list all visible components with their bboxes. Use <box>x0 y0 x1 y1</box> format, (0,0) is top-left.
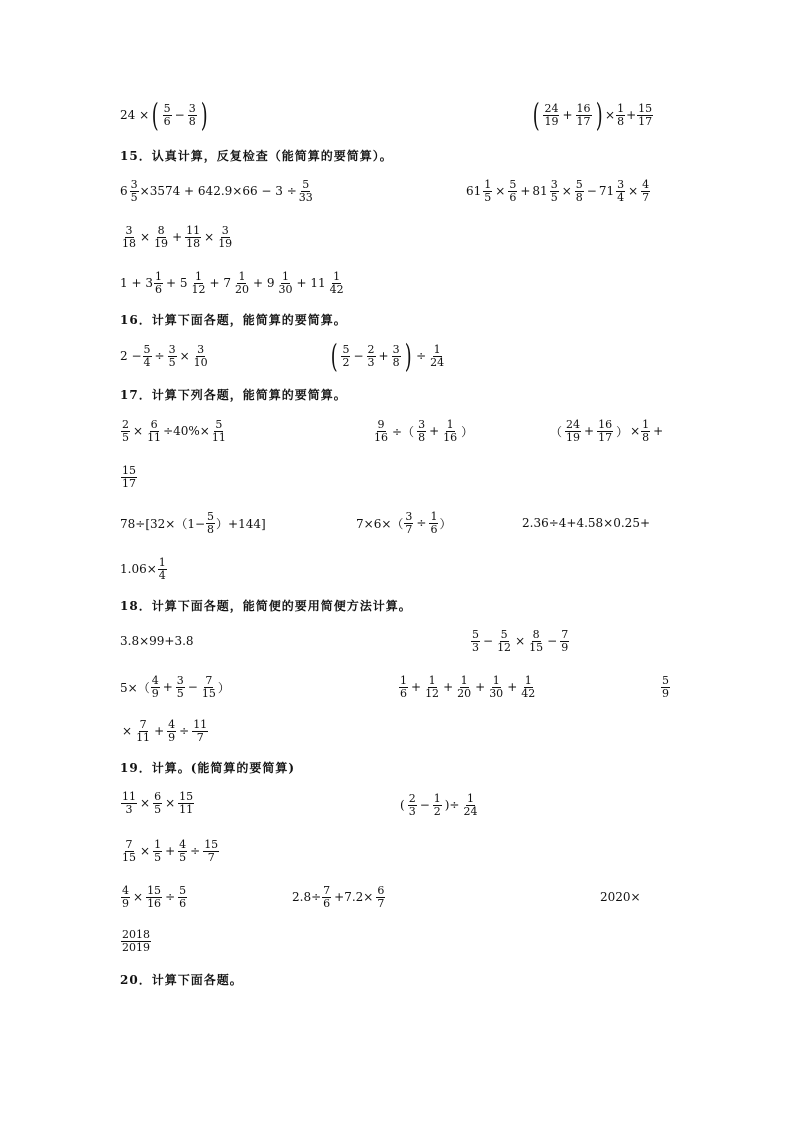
expr-16a: 2 − $\frac{5}{4}$ ÷ $\frac{3}{5}$ × $\frac{3}{10}$ <box>120 342 208 369</box>
expr-17f: 2.36÷4+4.58×0.25+ <box>522 516 651 530</box>
question-18-heading: 18．计算下面各题，能简便的要用简便方法计算。 <box>120 598 412 613</box>
question-16-heading: 16．计算下面各题，能简算的要简算。 <box>120 312 347 327</box>
question-17-heading: 17．计算下列各题，能简算的要简算。 <box>120 387 347 402</box>
expr-15b: 61 $\frac{1}{5}$ × $\frac{5}{6}$ + 81 $\frac{3}{5}$ × $\frac{5}{8}$ − 71 $\frac{3}{4}$ × $\frac{4}{7}$ <box>466 177 650 204</box>
expr-15c: $\frac{3}{18}$ × $\frac{8}{19}$ + $\frac{11}{18}$ × $\frac{3}{19}$ <box>122 223 233 250</box>
question-15-heading: 15．认真计算，反复检查（能简算的要简算）。 <box>120 148 393 163</box>
expr-18c: 5×（ $\frac{4}{9}$ + $\frac{3}{5}$ − $\frac{7}{15}$ ） <box>120 673 230 700</box>
expr-14b: ( $\frac{24}{19}$ + $\frac{16}{17}$ ) × $\frac{1}{8}$ + $\frac{15}{17}$ <box>532 96 653 134</box>
expr-18a: 3.8×99+3.8 <box>120 634 194 648</box>
expr-19a: $\frac{11}{3}$ × $\frac{6}{5}$ × $\frac{15}{11}$ <box>122 789 194 816</box>
expr-14a: 24 × ( $\frac{5}{6}$ − $\frac{3}{8}$ ) <box>120 96 208 134</box>
expr-15d: 1 + 3 $\frac{1}{6}$ + 5 $\frac{1}{12}$ + 7 $\frac{1}{20}$ + 9 $\frac{1}{30}$ + 11 $\frac{1}{42}$ <box>120 269 344 296</box>
expr-18d: $\frac{1}{6}$ + $\frac{1}{12}$ + $\frac{1}{20}$ + $\frac{1}{30}$ + $\frac{1}{42}$ <box>400 673 536 700</box>
expr-19d: $\frac{4}{9}$ × $\frac{15}{16}$ ÷ $\frac{5}{6}$ <box>122 883 187 910</box>
expr-18e-continued: × $\frac{7}{11}$ + $\frac{4}{9}$ ÷ $\frac{11}{7}$ <box>122 717 208 744</box>
expr-19c: $\frac{7}{15}$ × $\frac{1}{5}$ + $\frac{4}{5}$ ÷ $\frac{15}{7}$ <box>122 837 219 864</box>
expr-17b: $\frac{9}{16}$ ÷（ $\frac{3}{8}$ + $\frac{1}{16}$ ） <box>374 417 474 444</box>
expr-19f: 2020× <box>600 890 641 904</box>
expr-19b: ( $\frac{2}{3}$ − $\frac{1}{2}$ )÷ $\frac{1}{24}$ <box>400 791 478 818</box>
expr-18e: $\frac{5}{9}$ <box>662 673 669 700</box>
question-20-heading: 20．计算下面各题。 <box>120 972 243 987</box>
expr-17c-continued: $\frac{15}{17}$ <box>122 463 136 490</box>
expr-19f-continued: $\frac{2018}{2019}$ <box>122 927 150 954</box>
expr-18b: $\frac{5}{3}$ − $\frac{5}{12}$ × $\frac{8}{15}$ − $\frac{7}{9}$ <box>472 627 569 654</box>
expr-15a: 6 $\frac{3}{5}$ ×3574 + 642.9×66 − 3 ÷ $\frac{5}{33}$ <box>120 177 313 204</box>
expr-19e: 2.8÷ $\frac{7}{6}$ +7.2× $\frac{6}{7}$ <box>292 883 385 910</box>
question-19-heading: 19．计算。(能简算的要简算) <box>120 760 296 775</box>
expr-16b: ( $\frac{5}{2}$ − $\frac{2}{3}$ + $\frac{3}{8}$ ) ÷ $\frac{1}{24}$ <box>330 337 445 375</box>
expr-17c: （ $\frac{24}{19}$ + $\frac{16}{17}$ ） × $\frac{1}{8}$ + <box>550 417 664 444</box>
expr-17e: 7×6×（ $\frac{3}{7}$ ÷ $\frac{1}{6}$ ） <box>356 509 452 536</box>
expr-17f-continued: 1.06× $\frac{1}{4}$ <box>120 555 166 582</box>
expr-17a: $\frac{2}{5}$ × $\frac{6}{11}$ ÷40%× $\frac{5}{11}$ <box>122 417 226 444</box>
expr-17d: 78÷[32×（1− $\frac{5}{8}$ ）+144] <box>120 509 266 536</box>
